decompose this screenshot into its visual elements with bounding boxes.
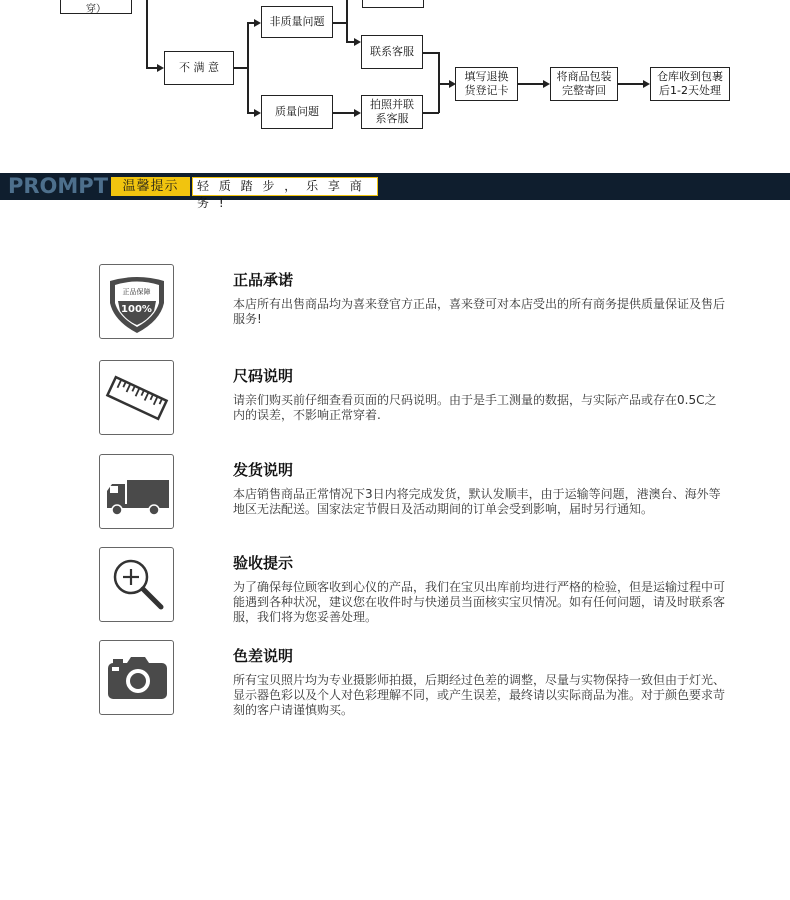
banner-slogan: 轻 质 踏 步 ， 乐 享 商 务 ! (192, 177, 378, 196)
banner-prompt-text: PROMPT (8, 174, 109, 198)
flow-warehouse-text: 仓库收到包裹 后1-2天处理 (657, 70, 723, 97)
item-body: 请亲们购买前仔细查看页面的尺码说明。由于是手工测量的数据，与实际产品或存在0.5C之内的误差，不影响正常穿着. (233, 393, 717, 422)
flow-pack-send-text: 将商品包装 完整寄回 (556, 70, 612, 97)
flow-partial-box (362, 0, 424, 8)
item-body: 本店销售商品正常情况下3日内将完成发货，默认发顺丰，由于运输等问题，港澳台、海外等地区无法配送。国家法定节假日及活动期间的订单会受到影响，届时另行通知。 (233, 487, 721, 516)
info-item-inspection (0, 547, 790, 627)
flow-photo-contact (361, 95, 423, 129)
camera-icon (99, 640, 174, 715)
truck-icon (99, 454, 174, 529)
item-body: 所有宝贝照片均为专业摄影师拍摄，后期经过色差的调整，尽量与实物保持一致但由于灯光、显示器色彩以及个人对色彩理解不同，或产生误差，最终请以实际商品为准。对于颜色要求苛刻的客户请谨慎购买。 (233, 673, 726, 717)
flow-quality-text: 质量问题 (275, 105, 319, 118)
info-item-authentic (0, 264, 790, 344)
info-item-shipping (0, 454, 790, 534)
item-title: 色差说明 (233, 647, 294, 665)
flow-contact-service (361, 35, 423, 69)
magnifier-icon (99, 547, 174, 622)
flow-non-quality-text: 非质量问题 (269, 15, 325, 28)
info-item-size (0, 360, 790, 440)
banner-tag: 温馨提示 (111, 177, 190, 196)
item-body: 本店所有出售商品均为喜来登官方正品，喜来登可对本店受出的所有商务提供质量保证及售后服务! (233, 297, 726, 326)
flow-note-text: 穿） (86, 4, 106, 15)
flow-not-satisfied-text: 不 满 意 (179, 61, 219, 74)
item-title: 正品承诺 (233, 271, 294, 289)
flow-quality (261, 95, 333, 129)
shield-top-text: 正品保障 (122, 288, 151, 296)
item-title: 发货说明 (233, 461, 294, 479)
quality-shield-icon (99, 264, 174, 339)
flow-note-box (60, 0, 132, 14)
return-flowchart (0, 0, 790, 140)
ruler-icon (99, 360, 174, 435)
flow-contact-service-text: 联系客服 (370, 45, 414, 58)
info-item-color (0, 640, 790, 720)
flow-warehouse (650, 67, 730, 101)
flow-photo-contact-text: 拍照并联 系客服 (370, 98, 414, 125)
flow-fill-card-text: 填写退换 货登记卡 (464, 70, 509, 97)
item-body: 为了确保每位顾客收到心仪的产品，我们在宝贝出库前均进行严格的检验，但是运输过程中可能遇到各种状况，建议您在收件时与快递员当面核实宝贝情况。如有任何问题，请及时联系客服，我们将为您妥善处理。 (233, 580, 726, 624)
flow-fill-card (455, 67, 518, 101)
flow-non-quality (261, 6, 333, 38)
item-title: 验收提示 (233, 554, 294, 572)
shield-pct-text: 100% (121, 304, 152, 315)
item-title: 尺码说明 (233, 367, 294, 385)
prompt-banner (0, 173, 790, 210)
flow-not-satisfied (164, 51, 234, 85)
flow-pack-send (550, 67, 618, 101)
